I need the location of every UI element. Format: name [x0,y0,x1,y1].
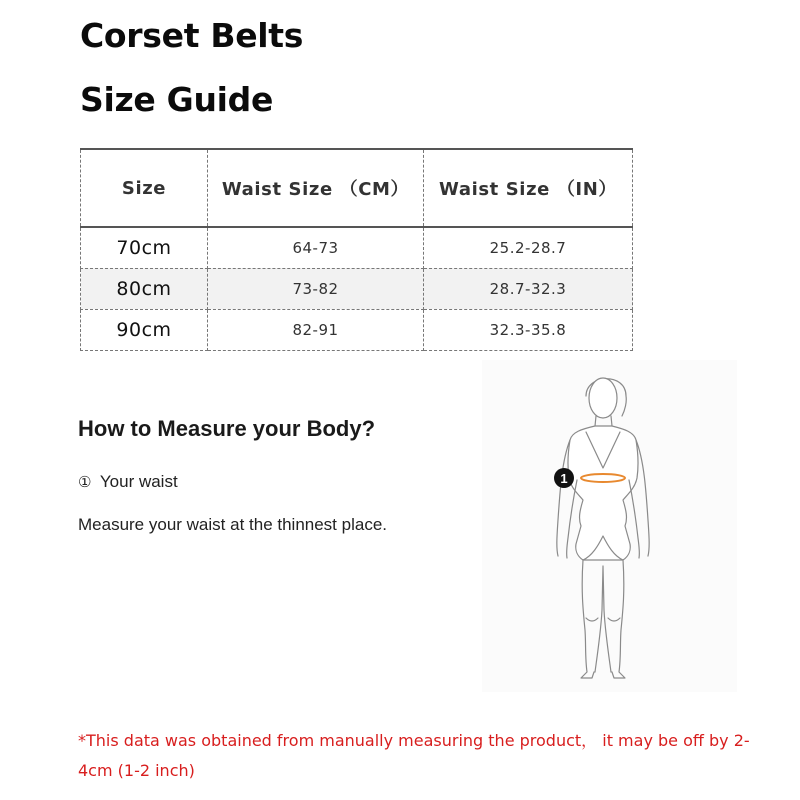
table-row [81,268,633,309]
column-header-waist-cm: Waist Size （CM） [208,149,424,227]
measurement-disclaimer: *This data was obtained from manually measuring the product， it may be off by 2-4cm (1-2 inch) [78,731,750,780]
waist-in-cell: 32.3-35.8 [424,309,633,350]
measure-heading: How to Measure your Body? [78,416,376,441]
size-cell: 70cm [81,227,208,268]
column-header-size: Size [81,149,208,227]
table-row [81,309,633,350]
step-number: ① [78,473,92,491]
waist-cm-cell: 73-82 [208,268,424,309]
torso-outline [568,426,638,560]
head-outline [589,378,617,418]
step-label: Your waist [99,472,178,491]
step-waist [78,472,178,492]
size-cell: 80cm [81,268,208,309]
body-figure-illustration [482,360,737,692]
waist-in-cell: 28.7-32.3 [424,268,633,309]
table-header-row [81,149,633,227]
size-table [80,148,633,351]
waist-cm-cell: 82-91 [208,309,424,350]
column-header-waist-in: Waist Size （IN） [424,149,633,227]
size-cell: 90cm [81,309,208,350]
page-title: Corset Belts [80,16,304,55]
table-row [81,227,633,268]
measure-instruction: Measure your waist at the thinnest place. [78,515,387,534]
page-subtitle: Size Guide [80,80,274,119]
knee-lines [586,618,620,621]
body-figure-panel [482,360,737,692]
waist-marker-number: 1 [560,471,568,486]
waist-cm-cell: 64-73 [208,227,424,268]
waist-in-cell: 25.2-28.7 [424,227,633,268]
